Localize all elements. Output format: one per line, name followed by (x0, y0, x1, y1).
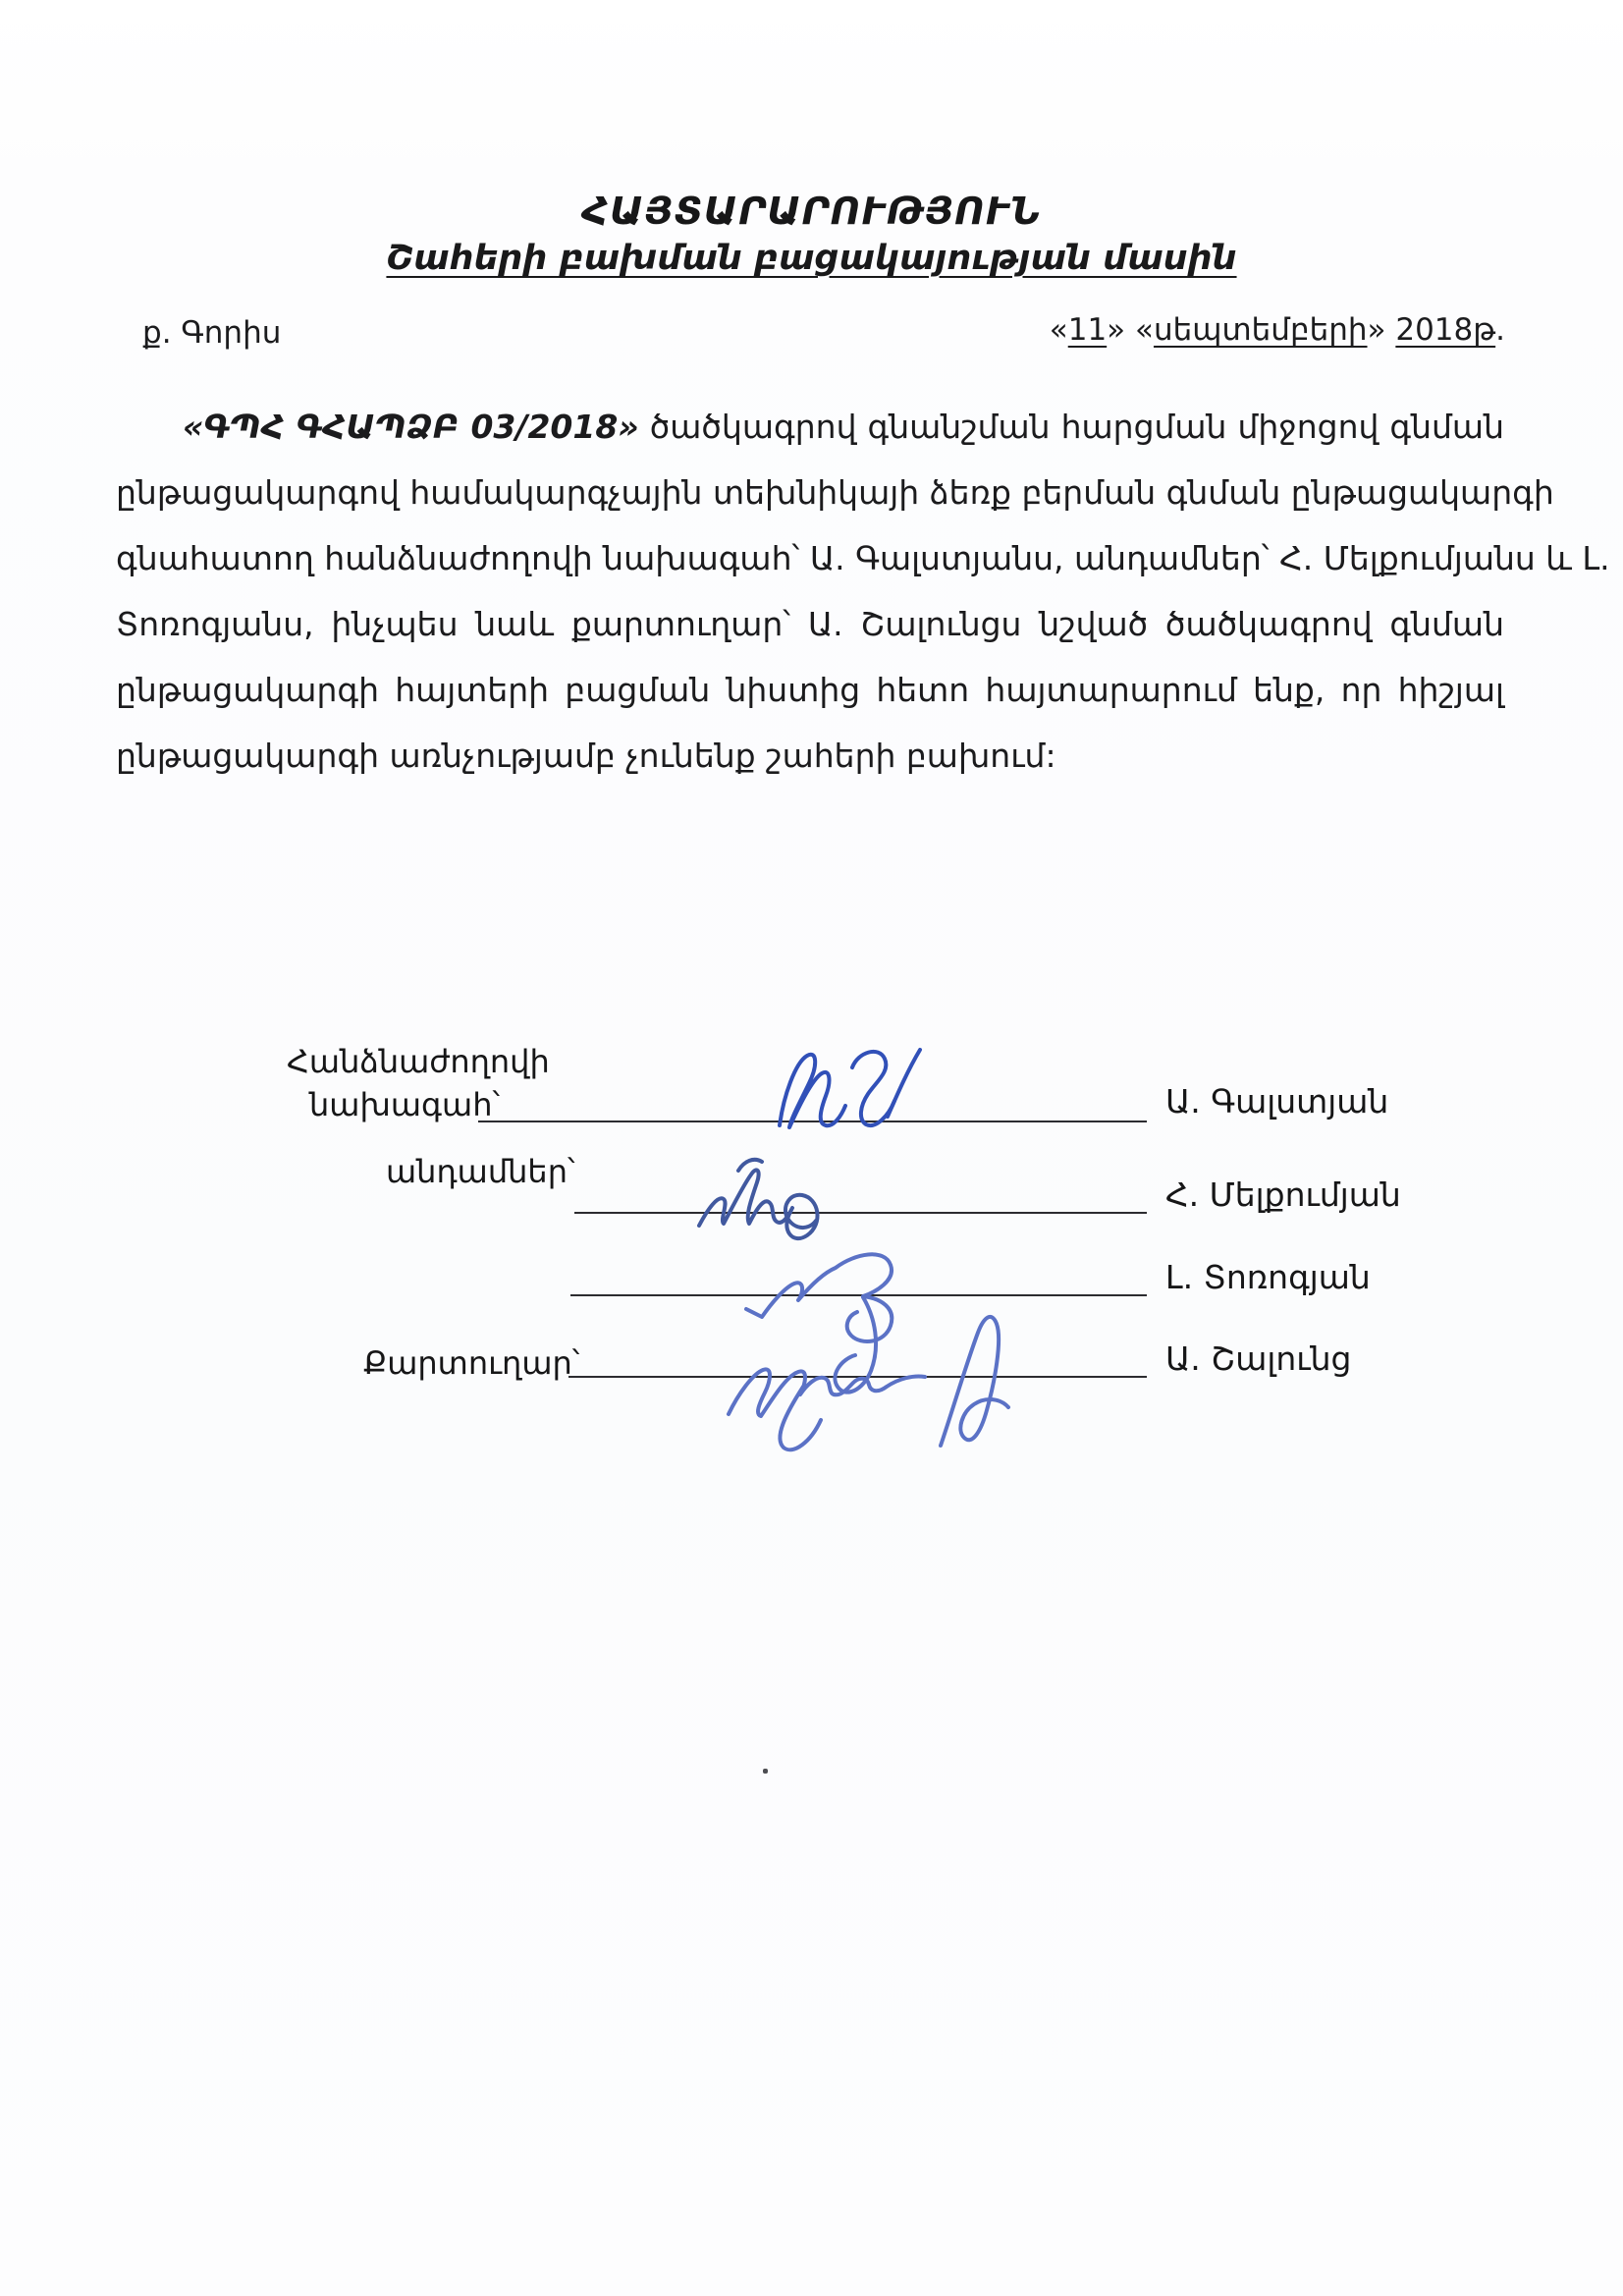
date-month: սեպտեմբերի (1153, 312, 1368, 348)
date-label (1050, 312, 1505, 348)
body-paragraph (116, 394, 1610, 789)
paragraph-line-6: ընթացակարգի առնչությամբ չունենք շահերի բախում: (116, 737, 1056, 775)
paragraph-line-3: գնահատող հանձնաժողովի նախագահ՝ Ա. Գալստյանս, անդամներ՝ Հ. Մելքումյանս և Լ. (116, 539, 1610, 577)
date-close-quote: » (1367, 312, 1396, 348)
date-mid-quotes: » « (1107, 312, 1154, 348)
members-label: անդամներ՝ (386, 1153, 575, 1190)
document-subtitle-text: Շահերի բախման բացակայության մասին (386, 239, 1237, 278)
signatory-name-1: Ա. Գալստյան (1165, 1082, 1389, 1121)
paragraph-line-1-text: ծածկագրով գնանշման հարցման միջոցով գնման (638, 408, 1504, 446)
secretary-label: Քարտուղար՝ (363, 1344, 580, 1382)
chairman-label: նախագահ՝ (309, 1086, 501, 1123)
city-label: ք. Գորիս (142, 315, 282, 351)
scan-speck (763, 1769, 768, 1774)
signature-2-handwriting (699, 1160, 818, 1238)
paragraph-line-1 (116, 394, 1504, 460)
procurement-code: «ԳՊՀ ԳՀԱՊՁԲ 03/2018» (183, 408, 639, 446)
paragraph-line-2: ընթացակարգով համակարգչային տեխնիկայի ձեռք բերման գնման ընթացակարգի (116, 473, 1554, 512)
signature-4-handwriting (729, 1317, 1008, 1449)
document-title: ՀԱՅՏԱՐԱՐՈՒԹՅՈՒՆ (581, 190, 1042, 233)
signatory-name-3: Լ. Տոռոգյան (1165, 1258, 1371, 1296)
signature-1-handwriting (780, 1050, 920, 1127)
committee-label: Հանձնաժողովի (287, 1043, 550, 1080)
signatory-name-4: Ա. Շալունց (1165, 1339, 1352, 1378)
paragraph-line-4: Տոռոգյանս, ինչպես նաև քարտուղար՝ Ա. Շալունցս նշված ծածկագրով գնման (116, 605, 1504, 643)
date-year: 2018թ (1395, 312, 1496, 348)
date-period: . (1495, 312, 1505, 348)
document-subtitle (0, 239, 1623, 278)
date-open-quote: « (1049, 312, 1068, 348)
handwritten-signatures-layer (550, 1021, 1178, 1463)
date-day: 11 (1067, 312, 1108, 348)
paragraph-line-5: ընթացակարգի հայտերի բացման նիստից հետո հայտարարում ենք, որ հիշյալ (116, 671, 1504, 709)
signatory-name-2: Հ. Մելքումյան (1165, 1175, 1401, 1214)
